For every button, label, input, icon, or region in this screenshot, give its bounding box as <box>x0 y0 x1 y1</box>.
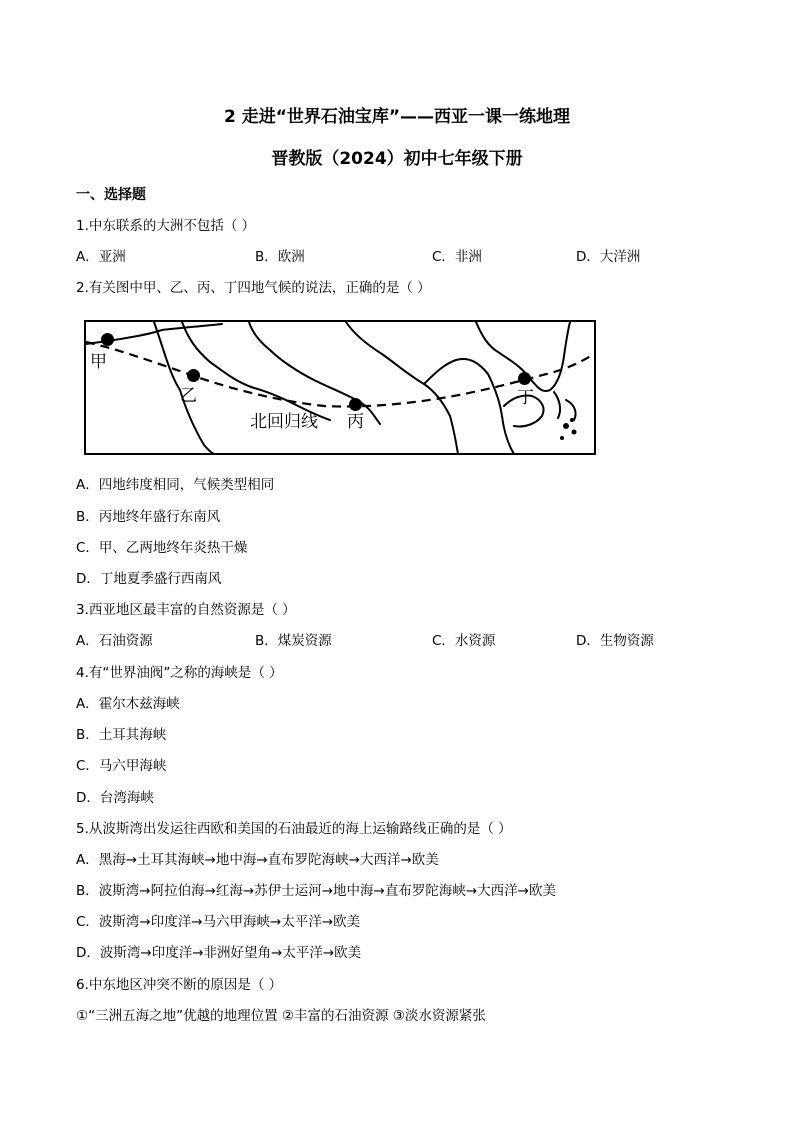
q4-option-a: A．霍尔木兹海峡 <box>76 696 180 712</box>
q2-map <box>84 320 596 455</box>
q5-option-c: C．波斯湾→印度洋→马六甲海峡→太平洋→欧美 <box>76 914 361 930</box>
q3-option-a: A．石油资源 <box>76 633 153 649</box>
q4-option-d: D．台湾海峡 <box>76 790 154 806</box>
q1-option-a: A．亚洲 <box>76 249 126 265</box>
q5-option-d: D．波斯湾→印度洋→非洲好望角→太平洋→欧美 <box>76 945 362 961</box>
label-bing: 丙 <box>347 412 364 432</box>
q4-stem: 4.有“世界油阀”之称的海峡是（ ） <box>76 665 283 681</box>
q2-stem: 2.有关图中甲、乙、丙、丁四地气候的说法，正确的是（ ） <box>76 280 431 296</box>
point-yi-marker <box>187 369 200 382</box>
label-jia: 甲 <box>90 352 107 372</box>
q5-option-b: B．波斯湾→阿拉伯海→红海→苏伊士运河→地中海→直布罗陀海峡→大西洋→欧美 <box>76 883 556 899</box>
label-ding: 丁 <box>517 388 534 408</box>
q3-option-b: B．煤炭资源 <box>255 633 332 649</box>
label-tropic: 北回归线 <box>250 412 318 432</box>
q3-option-c: C．水资源 <box>432 633 496 649</box>
q5-option-a: A．黑海→土耳其海峡→地中海→直布罗陀海峡→大西洋→欧美 <box>76 852 439 868</box>
q1-option-d: D．大洋洲 <box>576 249 641 265</box>
q4-option-c: C．马六甲海峡 <box>76 758 167 774</box>
q3-stem: 3.西亚地区最丰富的自然资源是（ ） <box>76 602 296 618</box>
q4-option-b: B．土耳其海峡 <box>76 727 167 743</box>
q1-option-c: C．非洲 <box>432 249 482 265</box>
q3-option-d: D．生物资源 <box>576 633 654 649</box>
q1-stem: 1.中东联系的大洲不包括（ ） <box>76 218 256 234</box>
q2-option-b: B．丙地终年盛行东南风 <box>76 509 221 525</box>
point-jia-marker <box>101 333 114 346</box>
q6-items: ①“三洲五海之地”优越的地理位置 ②丰富的石油资源 ③淡水资源紧张 <box>76 1008 486 1024</box>
page-subtitle: 晋教版（2024）初中七年级下册 <box>271 149 523 169</box>
label-yi: 乙 <box>180 386 197 406</box>
section-heading: 一、选择题 <box>76 187 146 203</box>
q2-option-d: D．丁地夏季盛行西南风 <box>76 571 222 587</box>
q2-option-c: C．甲、乙两地终年炎热干燥 <box>76 540 248 556</box>
q5-stem: 5.从波斯湾出发运往西欧和美国的石油最近的海上运输路线正确的是（ ） <box>76 821 512 837</box>
page-title: 2 走进“世界石油宝库”——西亚一课一练地理 <box>223 107 571 127</box>
q1-option-b: B．欧洲 <box>255 249 305 265</box>
q2-option-a: A．四地纬度相同，气候类型相同 <box>76 477 275 493</box>
q6-stem: 6.中东地区冲突不断的原因是（ ） <box>76 977 283 993</box>
point-ding-marker <box>518 372 531 385</box>
point-bing-marker <box>349 398 362 411</box>
